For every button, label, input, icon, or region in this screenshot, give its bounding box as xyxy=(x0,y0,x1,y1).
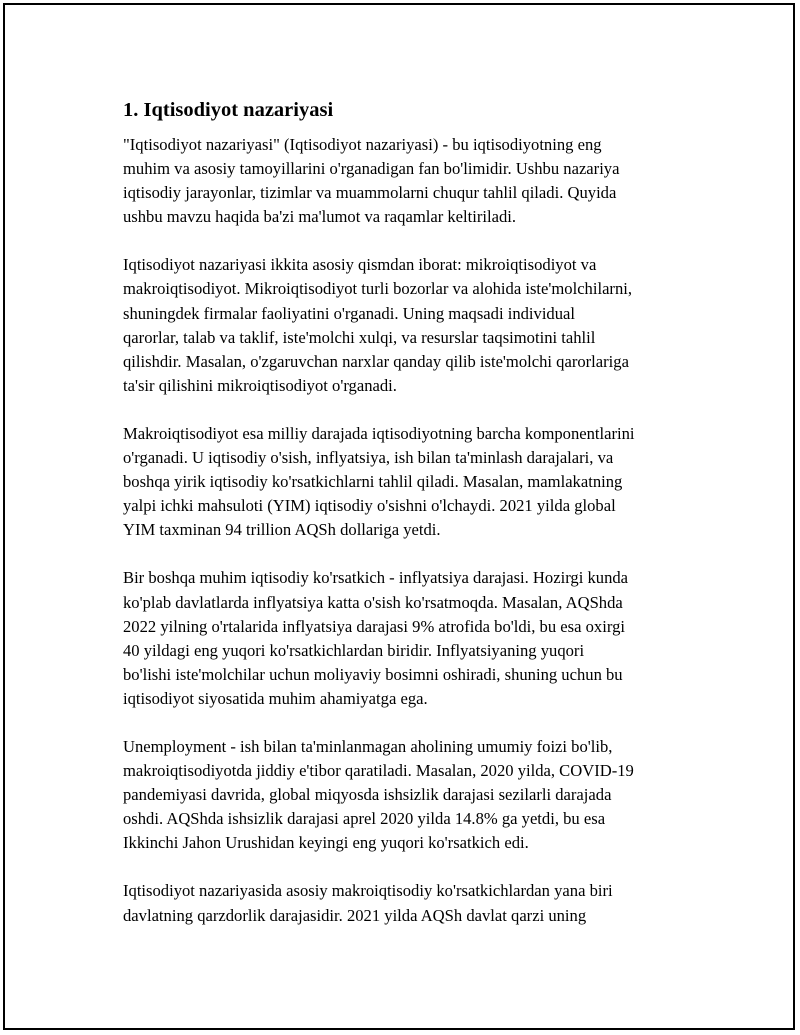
document-body xyxy=(123,97,703,952)
paragraph-line: ushbu mavzu haqida ba'zi ma'lumot va raqamlar keltiriladi. xyxy=(123,207,517,227)
paragraph-line: makroiqtisodiyot. Mikroiqtisodiyot turli bozorlar va alohida iste'molchilarni, xyxy=(123,279,633,299)
paragraph-line: "Iqtisodiyot nazariyasi" (Iqtisodiyot nazariyasi) - bu iqtisodiyotning eng xyxy=(123,135,602,154)
paragraph xyxy=(123,879,703,927)
paragraph-line: iqtisodiyot siyosatida muhim ahamiyatga ega. xyxy=(123,688,428,708)
paragraph-line: qilishdir. Masalan, o'zgaruvchan narxlar qanday qilib iste'molchi qarorlariga xyxy=(123,351,629,371)
paragraph-line: davlatning qarzdorlik darajasidir. 2021 yilda AQSh davlat qarzi uning xyxy=(123,905,587,925)
paragraph-line: boshqa yirik iqtisodiy ko'rsatkichlarni tahlil qiladi. Masalan, mamlakatning xyxy=(123,472,623,492)
paragraph-line: ta'sir qilishini mikroiqtisodiyot o'rganadi. xyxy=(123,375,397,395)
paragraph xyxy=(123,735,703,855)
paragraph-line: Unemployment - ish bilan ta'minlanmagan aholining umumiy foizi bo'lib, xyxy=(123,736,613,756)
paragraph-line: 2022 yilning o'rtalarida inflyatsiya darajasi 9% atrofida bo'ldi, bu esa oxirgi xyxy=(123,616,625,636)
paragraph xyxy=(123,566,703,711)
paragraph-line: iqtisodiy jarayonlar, tizimlar va muammolarni chuqur tahlil qiladi. Quyida xyxy=(123,183,617,203)
paragraph xyxy=(123,133,703,229)
paragraph-line: oshdi. AQShda ishsizlik darajasi aprel 2020 yilda 14.8% ga yetdi, bu esa xyxy=(123,809,606,829)
paragraph-line: YIM taxminan 94 trillion AQSh dollariga yetdi. xyxy=(123,520,441,540)
paragraph-line: makroiqtisodiyotda jiddiy e'tibor qaratiladi. Masalan, 2020 yilda, COVID-19 xyxy=(123,761,634,781)
paragraph-line: Ikkinchi Jahon Urushidan keyingi eng yuqori ko'rsatkich edi. xyxy=(123,833,529,853)
paragraph-line: bo'lishi iste'molchilar uchun moliyaviy bosimni oshiradi, shuning uchun bu xyxy=(123,664,623,684)
paragraph-line: shuningdek firmalar faoliyatini o'rganadi. Uning maqsadi individual xyxy=(123,303,576,323)
paragraph-line: Makroiqtisodiyot esa milliy darajada iqtisodiyotning barcha komponentlarini xyxy=(123,423,635,443)
paragraph-line: 40 yildagi eng yuqori ko'rsatkichlardan biridir. Inflyatsiyaning yuqori xyxy=(123,640,585,660)
paragraph-line: qarorlar, talab va taklif, iste'molchi xulqi, va resurslar taqsimotini tahlil xyxy=(123,327,596,347)
page-frame xyxy=(3,3,795,1030)
paragraph-line: o'rganadi. U iqtisodiy o'sish, inflyatsiya, ish bilan ta'minlash darajalari, va xyxy=(123,448,614,468)
section-heading: 1. Iqtisodiyot nazariyasi xyxy=(123,99,334,121)
paragraph-line: Bir boshqa muhim iqtisodiy ko'rsatkich - inflyatsiya darajasi. Hozirgi kunda xyxy=(123,568,629,588)
paragraph xyxy=(123,422,703,542)
paragraph-line: ko'plab davlatlarda inflyatsiya katta o'sish ko'rsatmoqda. Masalan, AQShda xyxy=(123,592,623,612)
paragraph-line: pandemiyasi davrida, global miqyosda ishsizlik darajasi sezilarli darajada xyxy=(123,785,612,805)
paragraph-line: yalpi ichki mahsuloti (YIM) iqtisodiy o'sishni o'lchaydi. 2021 yilda global xyxy=(123,496,616,516)
paragraph-line: Iqtisodiyot nazariyasida asosiy makroiqtisodiy ko'rsatkichlardan yana biri xyxy=(123,881,613,901)
paragraph-line: Iqtisodiyot nazariyasi ikkita asosiy qismdan iborat: mikroiqtisodiyot va xyxy=(123,255,597,275)
paragraph-line: muhim va asosiy tamoyillarini o'rganadigan fan bo'limidir. Ushbu nazariya xyxy=(123,159,620,179)
paragraph xyxy=(123,253,703,398)
paragraph-list xyxy=(123,133,703,928)
